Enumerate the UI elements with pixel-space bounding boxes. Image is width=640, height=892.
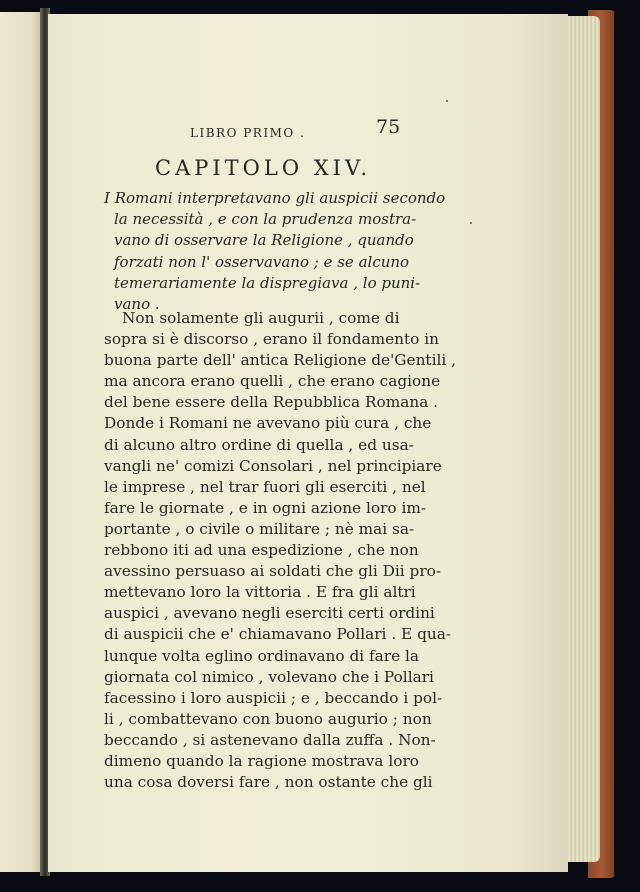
body-line: giornata col nimico , volevano che i Pollari (104, 667, 434, 686)
body-line: mettevano loro la vittoria . E fra gli altri (104, 583, 416, 602)
running-head: LIBRO PRIMO . (190, 126, 306, 140)
body-line: beccando , si astenevano dalla zuffa . Non- (104, 730, 436, 749)
body-line: auspici , avevano negli eserciti certi ordini (104, 604, 435, 623)
page-number: 75 (376, 116, 401, 138)
body-line: sopra si è discorso , erano il fondamento in (104, 330, 440, 349)
body-line: vangli ne' comizi Consolari , nel principiare (104, 456, 442, 475)
body-line: li , combattevano con buono augurio ; non (104, 709, 432, 728)
summary-line: vano di osservare la Religione , quando (114, 231, 414, 250)
body-line: Donde i Romani ne avevano più cura , che (104, 414, 432, 433)
body-line: lunque volta eglino ordinavano di fare la (104, 646, 420, 665)
body-line: rebbono iti ad una espedizione , che non (104, 541, 419, 560)
body-line: ma ancora erano quelli , che erano cagione (104, 372, 441, 391)
body-paragraph (104, 308, 456, 793)
summary-line: temerariamente la dispregiava , lo puni- (114, 273, 421, 292)
body-line: di auspicii che e' chiamavano Pollari . E qua- (104, 625, 452, 644)
body-line: del bene essere della Repubblica Romana . (104, 393, 439, 412)
chapter-title: CAPITOLO XIV. (155, 156, 372, 180)
body-line: una cosa doversi fare , non ostante che gli (104, 773, 433, 792)
body-line: dimeno quando la ragione mostrava loro (104, 751, 420, 770)
chapter-summary (104, 188, 446, 315)
body-line: buona parte dell' antica Religione de'Gentili , (104, 351, 456, 370)
body-line: avessino persuaso ai soldati che gli Dii pro- (104, 562, 442, 581)
summary-line: la necessità , e con la prudenza mostra- (114, 210, 417, 229)
body-line: le imprese , nel trar fuori gli eserciti , nel (104, 477, 426, 496)
cover-shadow (614, 4, 640, 888)
paper-speck (446, 100, 448, 102)
body-line: Non solamente gli augurii , come di (122, 309, 400, 327)
paper-speck (470, 222, 472, 224)
summary-line: I Romani interpretavano gli auspicii secondo (104, 189, 446, 207)
body-line: fare le giornate , e in ogni azione loro im- (104, 498, 427, 517)
summary-line: vano . (114, 295, 160, 314)
summary-line: forzati non l' osservavano ; e se alcuno (114, 252, 410, 271)
body-line: di alcuno altro ordine di quella , ed usa- (104, 435, 414, 454)
body-line: facessino i loro auspicii ; e , beccando i pol- (104, 688, 443, 707)
body-line: portante , o civile o militare ; nè mai sa- (104, 519, 415, 538)
